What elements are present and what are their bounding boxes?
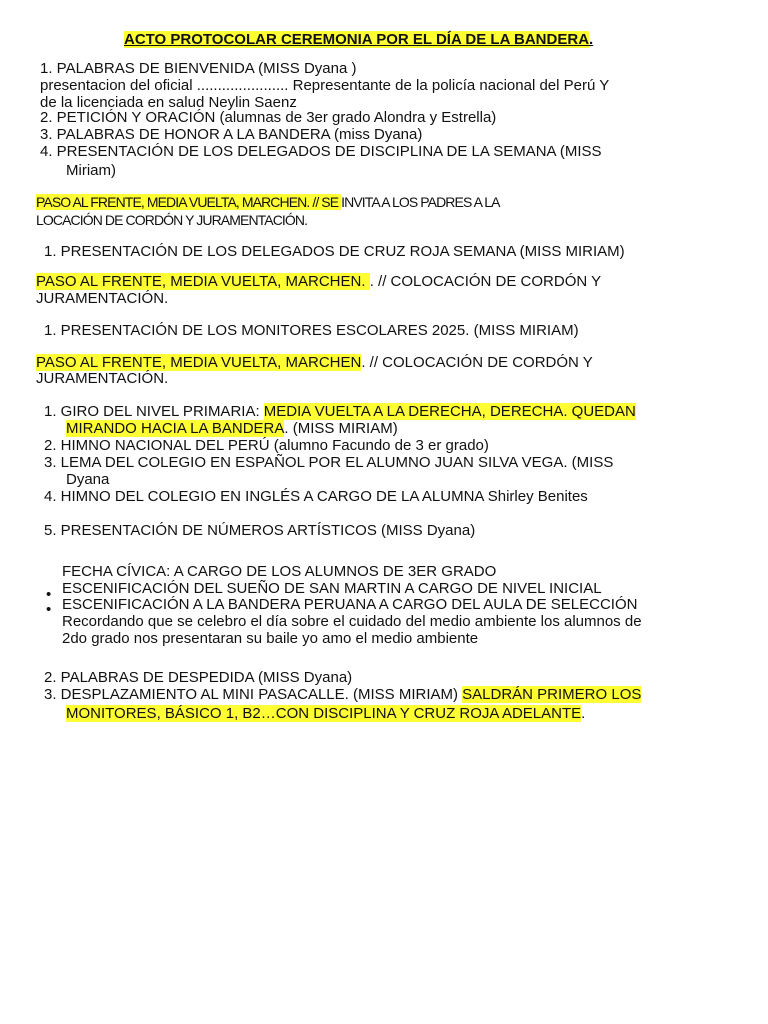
instruction-block-1: PASO AL FRENTE, MEDIA VUELTA, MARCHEN. // SE INVITA A LOS PADRES A LA xyxy=(36,194,500,210)
program-item-farewell: 2. PALABRAS DE DESPEDIDA (MISS Dyana) xyxy=(44,669,353,686)
civic-date-environment-note-cont: 2do grado nos presentaran su baile yo amo el medio ambiente xyxy=(62,630,479,647)
program-item-monitors: 1. PRESENTACIÓN DE LOS MONITORES ESCOLARES 2025. (MISS MIRIAM) xyxy=(44,322,579,339)
program-item-officer: presentacion del oficial ...................... Representante de la policía nacional del Perú Y xyxy=(40,77,610,94)
program-item-primary-turn: 1. GIRO DEL NIVEL PRIMARIA: MEDIA VUELTA A LA DERECHA, DERECHA. QUEDAN xyxy=(44,403,636,420)
title-highlight: ACTO PROTOCOLAR CEREMONIA POR EL DÍA DE LA BANDERA xyxy=(124,31,590,48)
bullet-marker: • xyxy=(46,601,52,618)
program-item-discipline-delegates: 4. PRESENTACIÓN DE LOS DELEGADOS DE DISCIPLINA DE LA SEMANA (MISS xyxy=(40,143,602,160)
civic-date-item-san-martin: ESCENIFICACIÓN DEL SUEÑO DE SAN MARTIN A CARGO DE NIVEL INICIAL xyxy=(62,580,602,597)
instruction-block-3-line-2: JURAMENTACIÓN. xyxy=(36,370,169,387)
program-item-national-anthem: 2. HIMNO NACIONAL DEL PERÚ (alumno Facundo de 3 er grado) xyxy=(44,437,489,454)
civic-date-environment-note: Recordando que se celebro el día sobre el cuidado del medio ambiente los alumnos de xyxy=(62,613,642,630)
instruction-block-3: PASO AL FRENTE, MEDIA VUELTA, MARCHEN. // COLOCACIÓN DE CORDÓN Y xyxy=(36,354,593,371)
program-item-prayer: 2. PETICIÓN Y ORACIÓN (alumnas de 3er grado Alondra y Estrella) xyxy=(40,109,497,126)
civic-date-line: FECHA CÍVICA: A CARGO DE LOS ALUMNOS DE 3ER GRADO xyxy=(62,563,497,580)
program-item-parade: 3. DESPLAZAMIENTO AL MINI PASACALLE. (MISS MIRIAM) SALDRÁN PRIMERO LOS xyxy=(44,686,642,703)
program-item-honor-words: 3. PALABRAS DE HONOR A LA BANDERA (miss Dyana) xyxy=(40,126,423,143)
program-item-artistic-numbers: 5. PRESENTACIÓN DE NÚMEROS ARTÍSTICOS (MISS Dyana) xyxy=(44,522,476,539)
program-item-school-hymn: 4. HIMNO DEL COLEGIO EN INGLÉS A CARGO DE LA ALUMNA Shirley Benites xyxy=(44,488,588,505)
civic-date-item-flag-scene: ESCENIFICACIÓN A LA BANDERA PERUANA A CARGO DEL AULA DE SELECCIÓN xyxy=(62,596,638,613)
program-item-officer-cont: de la licenciada en salud Neylin Saenz xyxy=(40,94,297,111)
program-item-welcome: 1. PALABRAS DE BIENVENIDA (MISS Dyana ) xyxy=(40,60,357,77)
program-item-red-cross: 1. PRESENTACIÓN DE LOS DELEGADOS DE CRUZ ROJA SEMANA (MISS MIRIAM) xyxy=(44,243,625,260)
program-item-school-motto: 3. LEMA DEL COLEGIO EN ESPAÑOL POR EL ALUMNO JUAN SILVA VEGA. (MISS xyxy=(44,454,614,471)
instruction-block-1-line-2: LOCACIÓN DE CORDÓN Y JURAMENTACIÓN. xyxy=(36,212,308,228)
program-item-parade-cont: MONITORES, BÁSICO 1, B2…CON DISCIPLINA Y CRUZ ROJA ADELANTE. xyxy=(66,705,586,722)
instruction-block-2: PASO AL FRENTE, MEDIA VUELTA, MARCHEN. . // COLOCACIÓN DE CORDÓN Y xyxy=(36,273,602,290)
program-item-school-motto-cont: Dyana xyxy=(66,471,110,488)
instruction-block-2-line-2: JURAMENTACIÓN. xyxy=(36,290,169,307)
program-item-primary-turn-cont: MIRANDO HACIA LA BANDERA. (MISS MIRIAM) xyxy=(66,420,398,437)
document-title: ACTO PROTOCOLAR CEREMONIA POR EL DÍA DE LA BANDERA. xyxy=(124,31,594,48)
bullet-marker: • xyxy=(46,586,52,603)
program-item-discipline-delegates-cont: Miriam) xyxy=(66,162,116,179)
